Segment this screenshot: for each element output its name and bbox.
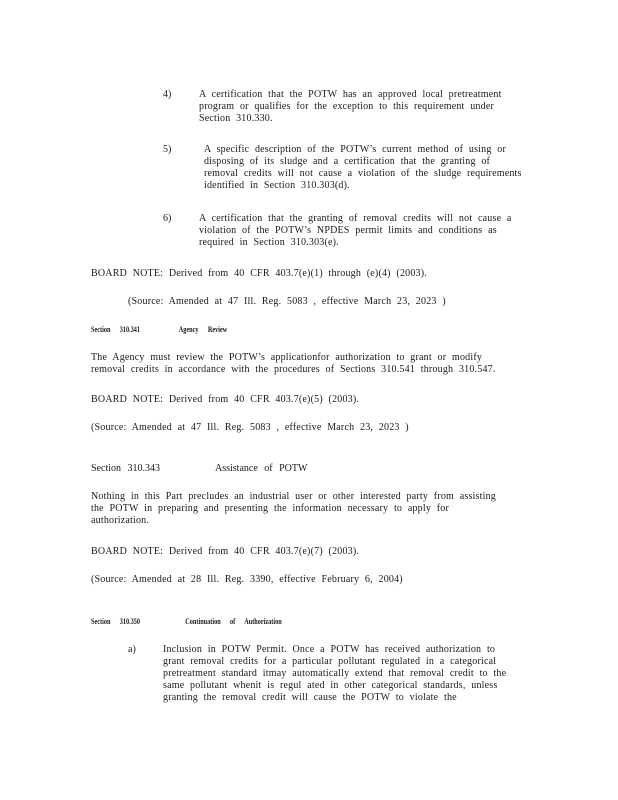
board-note: BOARD NOTE: Derived from 40 CFR 403.7(e)(7) (2003). bbox=[91, 546, 360, 557]
board-note: BOARD NOTE: Derived from 40 CFR 403.7(e)(5) (2003). bbox=[91, 394, 360, 405]
section-heading bbox=[91, 463, 307, 475]
source-note: (Source: Amended at 47 Ill. Reg. 5083 , effective March 23, 2023 ) bbox=[91, 422, 409, 433]
list-item-text: Inclusion in POTW Permit. Once a POTW has received authorization to grant removal credits for a particular pollutant regulated in a categorical pretreatment standard itmay automatically extend that removal credit to the same pollutant whenit is regul ated in other categorical standards, unless granting the removal credit will cause the POTW to violate the bbox=[163, 644, 507, 703]
section-title: Agency Review bbox=[178, 325, 228, 334]
board-note: BOARD NOTE: Derived from 40 CFR 403.7(e)(1) through (e)(4) (2003). bbox=[91, 268, 427, 279]
section-heading bbox=[91, 325, 227, 334]
section-paragraph: The Agency must review the POTW’s applicationfor authorization to grant or modify removal credits in accordance with the procedures of Sections 310.541 through 310.547. bbox=[91, 352, 496, 375]
list-item-text: A certification that the granting of removal credits will not cause a violation of the POTW’s NPDES permit limits and conditions as required in Section 310.303(e). bbox=[199, 213, 512, 248]
list-item-number: 4) bbox=[163, 89, 172, 100]
source-note: (Source: Amended at 47 Ill. Reg. 5083 , effective March 23, 2023 ) bbox=[128, 296, 446, 307]
section-title: Continuation of Authorization bbox=[185, 617, 282, 626]
list-item-number: a) bbox=[128, 644, 136, 655]
section-number: Section 310.350 bbox=[91, 617, 141, 626]
section-paragraph: Nothing in this Part precludes an industrial user or other interested party from assisting the POTW in preparing and presenting the information necessary to apply for authorization. bbox=[91, 491, 496, 526]
section-number: Section 310.343 bbox=[91, 463, 160, 474]
list-item-text: A specific description of the POTW’s current method of using or disposing of its sludge and a certification that the granting of removal credits will not cause a violation of the sludge requirements identified in Section 310.303(d). bbox=[204, 144, 522, 191]
list-item-number: 6) bbox=[163, 213, 172, 224]
section-heading bbox=[91, 617, 282, 626]
list-item-number: 5) bbox=[163, 144, 172, 155]
source-note: (Source: Amended at 28 Ill. Reg. 3390, effective February 6, 2004) bbox=[91, 574, 403, 585]
list-item-text: A certification that the POTW has an approved local pretreatment program or qualifies for the exception to this requirement under Section 310.330. bbox=[199, 89, 502, 124]
section-title: Assistance of POTW bbox=[215, 463, 308, 474]
section-number: Section 310.341 bbox=[91, 325, 141, 334]
